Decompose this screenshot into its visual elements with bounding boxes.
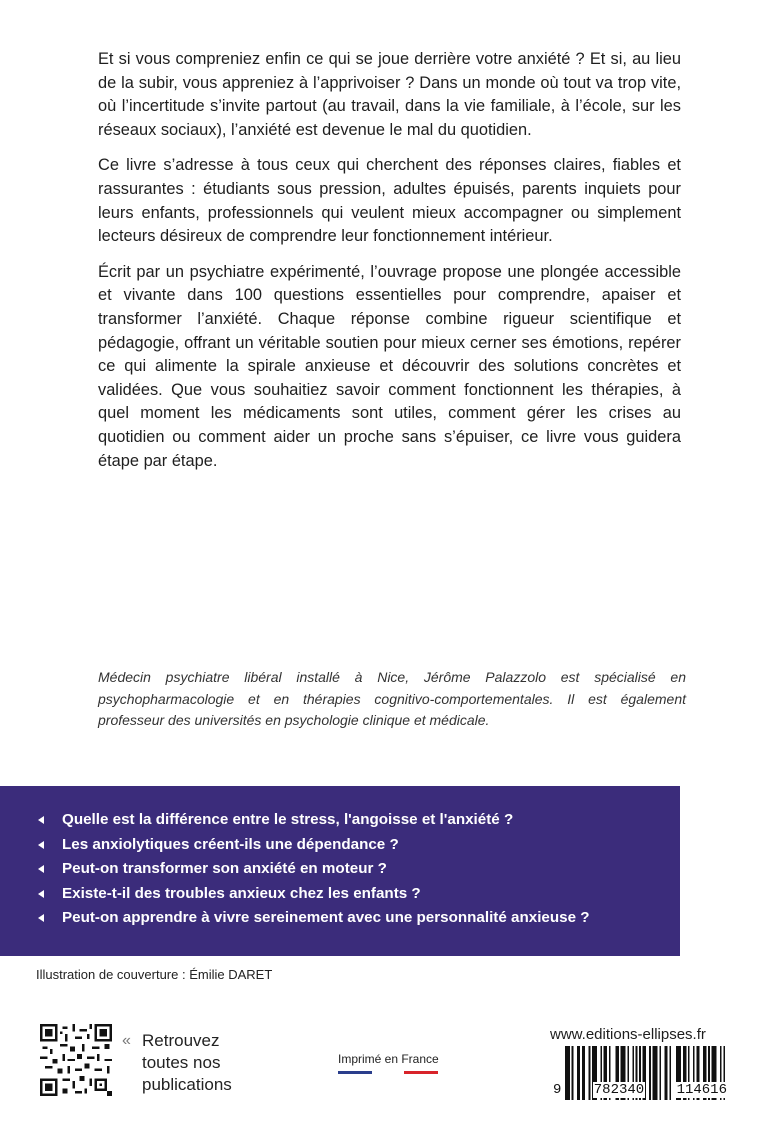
- question-item: [38, 882, 680, 907]
- question-text: Quelle est la différence entre le stress, l'angoisse et l'anxiété ?: [62, 811, 514, 828]
- triangle-left-icon: [38, 816, 44, 824]
- publications-line-1: Retrouvez: [142, 1031, 220, 1050]
- question-text: Peut-on transformer son anxiété en moteur ?: [62, 860, 387, 878]
- question-item: [38, 808, 680, 833]
- cover-illustration-credit: Illustration de couverture : Émilie DARET: [36, 967, 273, 982]
- description-paragraph-3: Écrit par un psychiatre expérimenté, l’ouvrage propose une plongée accessible et vivante dans 100 questions essentielles pour comprendre, apaiser et transformer l’anxiété. Chaque réponse combine rigueur scientifique et pédagogie, offrant un véritable soutien pour mieux cerner ses émotions, repérer ce qui alimente la spirale anxieuse et découvrir des solutions concrètes et validées. Que vous souhaitiez savoir comment fonctionnent les thérapies, à quel moment les médicaments sont utiles, comment gérer les crises au quotidien ou comment aider un proche sans s’épuiser, ce livre vous guidera étape par étape.: [98, 262, 681, 470]
- publisher-website[interactable]: www.editions-ellipses.fr: [550, 1026, 706, 1043]
- flag-red-stripe: [404, 1071, 438, 1074]
- questions-band: [0, 786, 680, 956]
- question-item: [38, 906, 680, 931]
- flag-blue-stripe: [338, 1071, 372, 1074]
- triangle-left-icon: [38, 890, 44, 898]
- question-item: [38, 857, 680, 882]
- publications-line-3: publications: [142, 1075, 232, 1094]
- triangle-left-icon: [38, 914, 44, 922]
- qr-code-icon[interactable]: [40, 1024, 112, 1096]
- printed-in-label: Imprimé en France: [338, 1052, 439, 1066]
- triangle-left-icon: [38, 865, 44, 873]
- isbn-group-2: 114616: [676, 1082, 727, 1098]
- question-text: Les anxiolytiques créent-ils une dépendance ?: [62, 835, 399, 853]
- questions-list: [0, 786, 680, 931]
- isbn-digits: [552, 1082, 728, 1098]
- isbn-group-1: 782340: [593, 1082, 645, 1098]
- description-paragraph-2: Ce livre s’adresse à tous ceux qui cherchent des réponses claires, fiables et rassurantes : étudiants sous pression, adultes épuisés, parents inquiets pour leurs enfants, professionnels qui veulent mieux accompagner ou simplement lecteurs désireux de comprendre leur fonctionnement intérieur.: [98, 156, 681, 246]
- question-text: Existe-t-il des troubles anxieux chez les enfants ?: [62, 884, 421, 902]
- description-paragraph-1: Et si vous compreniez enfin ce qui se joue derrière votre anxiété ? Et si, au lieu de la subir, vous appreniez à l’apprivoiser ? Dans un monde où tout va trop vite, où l’incertitude s’invite partout (au travail, dans la vie familiale, à l’école, sur les réseaux sociaux), l’anxiété est devenue le mal du quotidien.: [98, 50, 681, 139]
- question-item: [38, 833, 680, 858]
- double-chevron-left-icon: «: [122, 1032, 131, 1049]
- triangle-left-icon: [38, 841, 44, 849]
- isbn-prefix: 9: [553, 1082, 562, 1098]
- back-cover-description: [98, 48, 681, 485]
- publications-line-2: toutes nos: [142, 1053, 221, 1072]
- question-text: Peut-on apprendre à vivre sereinement avec une personnalité anxieuse ?: [62, 909, 590, 927]
- author-bio: Médecin psychiatre libéral installé à Nice, Jérôme Palazzolo est spécialisé en psychopharmacologie et en thérapies cognitivo-comportementales. Il est également professeur des universités en psychologie clinique et médicale.: [98, 669, 686, 728]
- publications-link[interactable]: [122, 1030, 232, 1096]
